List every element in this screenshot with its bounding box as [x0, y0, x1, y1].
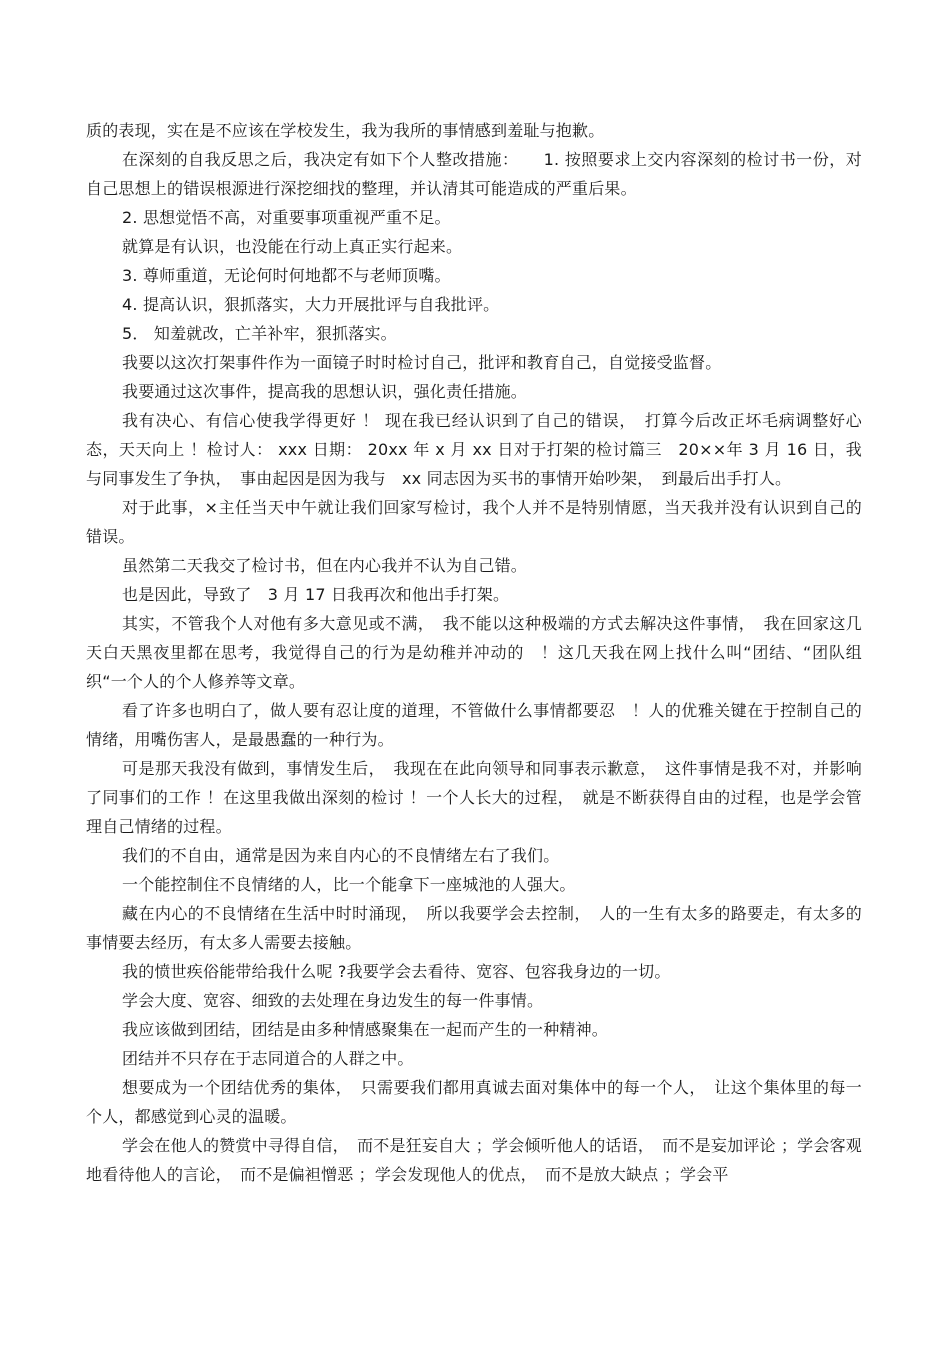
paragraph: 我们的不自由，通常是因为来自内心的不良情绪左右了我们。 [122, 846, 560, 865]
paragraph: 我的愤世疾俗能带给我什么呢 ?我要学会去看待、宽容、包容我身边的一切。 [122, 962, 671, 981]
paragraph: 5． 知羞就改，亡羊补牢，狠抓落实。 [122, 324, 397, 343]
document-body [86, 116, 862, 1189]
paragraph: 在深刻的自我反思之后，我决定有如下个人整改措施： 1. 按照要求上交内容深刻的检讨书一份，对自己思想上的错误根源进行深挖细找的整理，并认清其可能造成的严重后果。 [86, 150, 862, 198]
paragraph: 学会大度、宽容、细致的去处理在身边发生的每一件事情。 [122, 991, 544, 1010]
paragraph: 藏在内心的不良情绪在生活中时时涌现， 所以我要学会去控制， 人的一生有太多的路要走，有太多的事情要去经历，有太多人需要去接触。 [86, 904, 862, 952]
paragraph: 我要通过这次事件，提高我的思想认识，强化责任措施。 [122, 382, 528, 401]
paragraph: 对于此事，×主任当天中午就让我们回家写检讨，我个人并不是特别情愿，当天我并没有认识到自己的错误。 [86, 498, 862, 546]
paragraph: 我要以这次打架事件作为一面镜子时时检讨自己，批评和教育自己，自觉接受监督。 [122, 353, 722, 372]
paragraph: 3. 尊师重道，无论何时何地都不与老师顶嘴。 [122, 266, 451, 285]
paragraph: 想要成为一个团结优秀的集体， 只需要我们都用真诚去面对集体中的每一个人， 让这个集体里的每一个人，都感觉到心灵的温暖。 [86, 1078, 862, 1126]
paragraph: 2. 思想觉悟不高，对重要事项重视严重不足。 [122, 208, 451, 227]
paragraph: 我应该做到团结，团结是由多种情感聚集在一起而产生的一种精神。 [122, 1020, 609, 1039]
paragraph: 就算是有认识，也没能在行动上真正实行起来。 [122, 237, 463, 256]
paragraph: 一个能控制住不良情绪的人，比一个能拿下一座城池的人强大。 [122, 875, 576, 894]
paragraph: 团结并不只存在于志同道合的人群之中。 [122, 1049, 414, 1068]
paragraph: 可是那天我没有做到，事情发生后， 我现在在此向领导和同事表示歉意， 这件事情是我不对，并影响了同事们的工作 ！在这里我做出深刻的检讨 ！一个人长大的过程， 就是不断获得自由的过程，也是学会管理自己情绪的过程。 [86, 759, 862, 836]
paragraph: 我有决心、有信心使我学得更好 ！ 现在我已经认识到了自己的错误， 打算今后改正坏毛病调整好心态，天天向上 ！检讨人： xxx 日期： 20xx 年 x 月 xx 日对于打架的检讨篇三 20××年 3 月 16 日，我与同事发生了争执， 事由起因是因为我与 xx 同志因为买书的事情开始吵架， 到最后出手打人。 [86, 411, 862, 488]
paragraph: 学会在他人的赞赏中寻得自信， 而不是狂妄自大 ；学会倾听他人的话语， 而不是妄加评论 ；学会客观地看待他人的言论， 而不是偏袒憎恶 ；学会发现他人的优点， 而不是放大缺点 ；学会平 [86, 1136, 862, 1184]
paragraph: 4. 提高认识，狠抓落实，大力开展批评与自我批评。 [122, 295, 500, 314]
paragraph: 看了许多也明白了，做人要有忍让度的道理，不管做什么事情都要忍 ！人的优雅关键在于控制自己的情绪，用嘴伤害人，是最愚蠢的一种行为。 [86, 701, 862, 749]
paragraph: 其实，不管我个人对他有多大意见或不满， 我不能以这种极端的方式去解决这件事情， 我在回家这几天白天黑夜里都在思考，我觉得自己的行为是幼稚并冲动的 ！这几天我在网上找什么叫“团结、“团队组织“一个人的个人修养等文章。 [86, 614, 862, 691]
paragraph: 质的表现，实在是不应该在学校发生，我为我所的事情感到羞耻与抱歉。 [86, 121, 605, 140]
paragraph: 也是因此，导致了 3 月 17 日我再次和他出手打架。 [122, 585, 510, 604]
paragraph: 虽然第二天我交了检讨书，但在内心我并不认为自己错。 [122, 556, 528, 575]
